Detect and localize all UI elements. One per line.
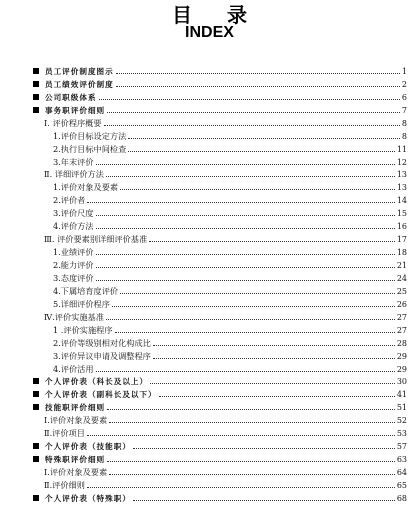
toc-entry-page: 14: [396, 196, 407, 206]
toc-entry[interactable]: [33, 296, 407, 309]
toc-entry-page: 53: [396, 429, 407, 439]
toc-entry-page: 16: [396, 222, 407, 232]
toc-entry[interactable]: [33, 490, 407, 503]
toc-entry-label: 2.评价等级别相对化构成比: [53, 337, 151, 348]
dot-leader: [96, 214, 395, 216]
toc-entry-page: 64: [396, 468, 407, 477]
dot-leader: [120, 188, 395, 190]
toc-entry[interactable]: [33, 309, 407, 322]
toc-entry-label: 4.评价活用: [53, 363, 94, 374]
toc-entry-label: Ⅱ.评价细则: [44, 479, 85, 490]
square-bullet-icon: [33, 404, 39, 410]
dot-leader: [128, 150, 395, 152]
dot-leader: [87, 201, 394, 203]
toc-entry-label: 个人评价表（特殊职）: [45, 493, 131, 503]
dot-leader: [106, 175, 395, 177]
toc-entry[interactable]: [33, 89, 407, 102]
toc-entry-page: 25: [396, 286, 407, 296]
toc-entry-page: 63: [396, 455, 407, 465]
square-bullet-icon: [33, 443, 39, 449]
toc-entry-page: 8: [401, 118, 407, 128]
toc-entry-page: 7: [401, 105, 407, 115]
table-of-contents: [33, 63, 407, 503]
dot-leader: [133, 499, 395, 501]
toc-entry[interactable]: [33, 464, 407, 477]
toc-entry-label: 4.评价方法: [53, 221, 94, 232]
toc-entry-label: 3.态度评价: [53, 272, 94, 283]
toc-entry[interactable]: [33, 128, 407, 141]
toc-entry-label: 员工绩效评价制度: [45, 79, 114, 89]
toc-entry-label: 特殊职评价细则: [45, 455, 106, 465]
toc-entry[interactable]: [33, 438, 407, 451]
toc-entry[interactable]: [33, 348, 407, 361]
toc-entry[interactable]: [33, 76, 407, 89]
toc-entry[interactable]: [33, 141, 407, 154]
dot-leader: [133, 447, 395, 449]
toc-entry[interactable]: [33, 451, 407, 464]
toc-entry[interactable]: [33, 231, 407, 244]
toc-entry-page: 24: [396, 273, 407, 283]
toc-entry-page: 65: [396, 480, 407, 490]
dot-leader: [128, 137, 400, 139]
dot-leader: [107, 408, 395, 410]
toc-entry-label: 1 .评价实施程序: [53, 324, 113, 335]
toc-entry-page: 30: [396, 377, 407, 387]
toc-entry-page: 15: [396, 209, 407, 219]
toc-entry[interactable]: [33, 257, 407, 270]
toc-entry[interactable]: [33, 412, 407, 425]
toc-entry-page: 13: [396, 183, 407, 193]
dot-leader: [109, 473, 395, 475]
toc-entry[interactable]: [33, 322, 407, 335]
toc-entry-page: 17: [396, 235, 407, 245]
dot-leader: [96, 253, 395, 255]
toc-entry[interactable]: [33, 63, 407, 76]
dot-leader: [159, 395, 395, 397]
toc-entry[interactable]: [33, 218, 407, 231]
dot-leader: [149, 240, 395, 242]
toc-entry[interactable]: [33, 477, 407, 490]
dot-leader: [96, 266, 395, 268]
toc-entry-label: 公司职级体系: [45, 92, 97, 102]
toc-entry-label: 2.能力评价: [53, 260, 94, 270]
toc-entry[interactable]: [33, 270, 407, 283]
toc-entry-page: 52: [396, 416, 407, 426]
toc-entry-label: Ⅳ.评价实施基准: [44, 311, 104, 322]
square-bullet-icon: [33, 81, 39, 87]
toc-entry-page: 28: [396, 338, 407, 348]
dot-leader: [99, 98, 400, 100]
dot-leader: [106, 318, 395, 320]
toc-entry[interactable]: [33, 425, 407, 438]
square-bullet-icon: [33, 391, 39, 397]
dot-leader: [96, 163, 395, 165]
toc-entry-page: 6: [401, 92, 407, 102]
toc-entry-label: 个人评价表（技能职）: [45, 442, 131, 452]
toc-entry-page: 41: [396, 390, 407, 400]
dot-leader: [115, 331, 395, 333]
toc-entry[interactable]: [33, 154, 407, 167]
toc-entry[interactable]: [33, 102, 407, 115]
toc-entry-label: 5.详细评价程序: [53, 298, 110, 309]
page-title: 目 录: [172, 3, 261, 27]
toc-entry-label: 3.评价异议申请及调整程序: [53, 350, 151, 361]
toc-entry-label: 2.执行目标中间检查: [53, 143, 127, 154]
toc-entry[interactable]: [33, 361, 407, 374]
square-bullet-icon: [33, 495, 39, 501]
toc-entry-page: 21: [396, 261, 407, 270]
square-bullet-icon: [33, 456, 39, 462]
toc-entry-page: 29: [396, 351, 407, 361]
toc-entry-page: 68: [396, 493, 407, 503]
toc-entry-label: Ⅰ. 评价程序概要: [44, 117, 102, 128]
toc-entry-page: 1: [401, 66, 407, 76]
dot-leader: [116, 85, 400, 87]
dot-leader: [96, 370, 395, 372]
dot-leader: [104, 124, 400, 126]
toc-entry-page: 8: [401, 131, 407, 141]
dot-leader: [107, 111, 400, 113]
toc-entry[interactable]: [33, 167, 407, 180]
toc-entry-label: 1.评价目标设定方法: [53, 130, 127, 141]
toc-entry-label: 3.评价尺度: [53, 208, 94, 219]
toc-entry-label: Ⅰ.评价对象及要素: [44, 467, 108, 477]
dot-leader: [153, 344, 395, 346]
dot-leader: [116, 72, 400, 74]
toc-entry-page: 18: [396, 248, 407, 258]
toc-entry[interactable]: [33, 205, 407, 218]
toc-entry-label: Ⅲ. 评价要素别详细评价基准: [44, 234, 148, 245]
toc-entry-label: 1.业绩评价: [53, 247, 94, 258]
toc-entry-label: 4.下属培育度评价: [53, 285, 119, 296]
square-bullet-icon: [33, 378, 39, 384]
toc-entry[interactable]: [33, 179, 407, 192]
dot-leader: [96, 279, 395, 281]
toc-entry-page: 12: [396, 157, 407, 167]
toc-entry-label: Ⅱ. 详细评价方法: [44, 169, 104, 180]
toc-entry-page: 57: [396, 442, 407, 452]
toc-entry-label: 技能职评价细则: [45, 403, 106, 413]
toc-entry-page: 13: [396, 170, 407, 180]
toc-entry-label: 员工评价制度图示: [45, 66, 114, 76]
toc-entry-page: 27: [396, 325, 407, 335]
toc-entry[interactable]: [33, 374, 407, 387]
dot-leader: [153, 357, 395, 359]
toc-entry-label: 3.年末评价: [53, 156, 94, 167]
toc-entry[interactable]: [33, 244, 407, 257]
square-bullet-icon: [33, 68, 39, 74]
toc-entry[interactable]: [33, 283, 407, 296]
dot-leader: [112, 305, 395, 307]
dot-leader: [96, 227, 395, 229]
toc-entry-page: 27: [396, 312, 407, 322]
page-subtitle: INDEX: [185, 24, 234, 41]
toc-entry-page: 11: [396, 144, 407, 154]
dot-leader: [109, 421, 395, 423]
toc-entry-page: 51: [396, 403, 407, 413]
dot-leader: [87, 434, 395, 436]
toc-entry[interactable]: [33, 115, 407, 128]
square-bullet-icon: [33, 94, 39, 100]
toc-entry-page: 26: [396, 299, 407, 309]
dot-leader: [120, 292, 395, 294]
square-bullet-icon: [33, 107, 39, 113]
toc-entry-label: 1.评价对象及要素: [53, 182, 119, 193]
toc-entry-label: Ⅰ.评价对象及要素: [44, 415, 108, 426]
dot-leader: [107, 460, 395, 462]
toc-entry-label: 2.评价者: [53, 195, 86, 206]
toc-entry-label: Ⅱ.评价项目: [44, 428, 85, 439]
toc-entry-label: 个人评价表（科长及以上）: [45, 377, 149, 387]
dot-leader: [150, 382, 395, 384]
toc-entry[interactable]: [33, 192, 407, 205]
toc-entry-label: 事务职评价细则: [45, 105, 106, 115]
toc-entry[interactable]: [33, 399, 407, 412]
toc-entry-label: 个人评价表（副科长及以下）: [45, 390, 157, 400]
toc-entry[interactable]: [33, 386, 407, 399]
toc-entry[interactable]: [33, 335, 407, 348]
dot-leader: [87, 486, 395, 488]
toc-entry-page: 2: [401, 79, 407, 89]
toc-entry-page: 29: [396, 364, 407, 374]
